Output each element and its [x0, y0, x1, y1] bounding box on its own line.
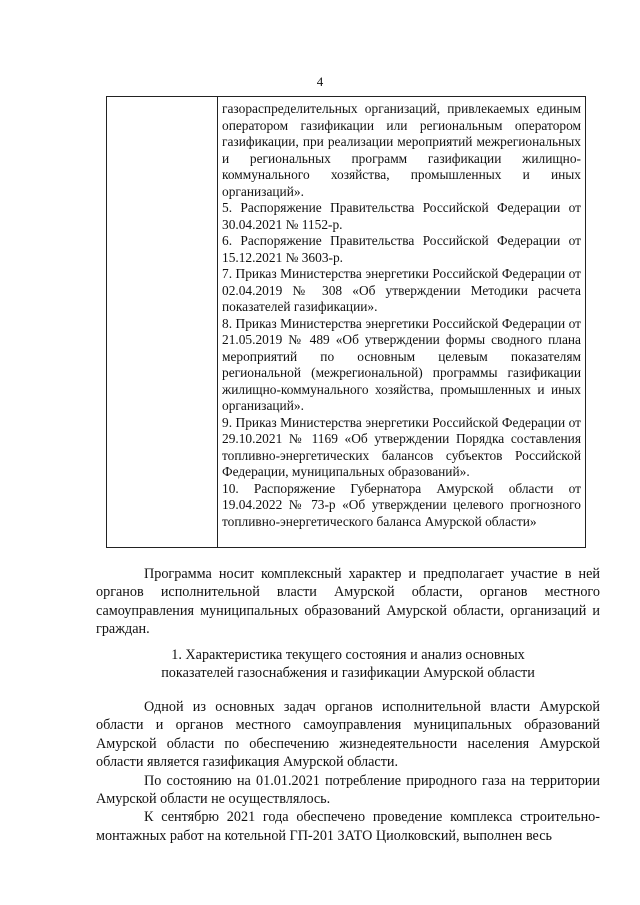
- table-paragraph: 9. Приказ Министерства энергетики Российской Федерации от 29.10.2021 № 1169 «Об утверждении Порядка составления топливно-энергетических балансов субъектов Российской Федерации, муниципальных образований».: [222, 414, 581, 479]
- section-heading: [96, 646, 600, 683]
- legal-basis-table: [106, 96, 586, 548]
- table-column-divider: [217, 97, 218, 547]
- page-number: 4: [316, 74, 324, 89]
- table-right-cell: [222, 101, 581, 530]
- section-body: [96, 698, 600, 845]
- body-paragraph: Одной из основных задач органов исполнительной власти Амурской области и органов местного самоуправления муниципальных образований Амурской области по обеспечению жизнедеятельности населения Амурской области является газификация Амурской области.: [96, 699, 600, 771]
- intro-paragraph: Программа носит комплексный характер и предполагает участие в ней органов исполнительной власти Амурской области, органов местного самоуправления муниципальных образований Амурской области, организаций и граждан.: [96, 566, 600, 638]
- body-paragraph: К сентябрю 2021 года обеспечено проведение комплекса строительно-монтажных работ на котельной ГП-201 ЗАТО Циолковский, выполнен весь: [96, 809, 600, 844]
- table-paragraph: 7. Приказ Министерства энергетики Российской Федерации от 02.04.2019 № 308 «Об утверждении Методики расчета показателей газификации».: [222, 266, 581, 314]
- table-paragraph: 10. Распоряжение Губернатора Амурской области от 19.04.2022 № 73-р «Об утверждении целевого прогнозного топливно-энергетического баланса Амурской области»: [222, 480, 581, 529]
- intro-text: [96, 565, 600, 639]
- section-heading-line-2: показателей газоснабжения и газификации Амурской области: [161, 665, 535, 682]
- table-paragraph: 6. Распоряжение Правительства Российской Федерации от 15.12.2021 № 3603-р.: [222, 233, 581, 265]
- table-paragraph: газораспределительных организаций, привлекаемых единым оператором газификации или региональным оператором газификации, при реализации мероприятий межрегиональных и региональных программ газификации жилищно-коммунального хозяйства, промышленных и иных организаций».: [222, 101, 581, 199]
- section-heading-line-1: 1. Характеристика текущего состояния и анализ основных: [171, 647, 525, 663]
- body-paragraph: По состоянию на 01.01.2021 потребление природного газа на территории Амурской области не осуществлялось.: [96, 772, 600, 808]
- table-paragraph: 5. Распоряжение Правительства Российской Федерации от 30.04.2021 № 1152-р.: [222, 200, 581, 232]
- table-paragraph: 8. Приказ Министерства энергетики Российской Федерации от 21.05.2019 № 489 «Об утверждении формы сводного плана мероприятий по основным целевым показателям региональной (межрегиональной) программы газификации жилищно-коммунального хозяйства, промышленных и иных организаций».: [222, 315, 581, 413]
